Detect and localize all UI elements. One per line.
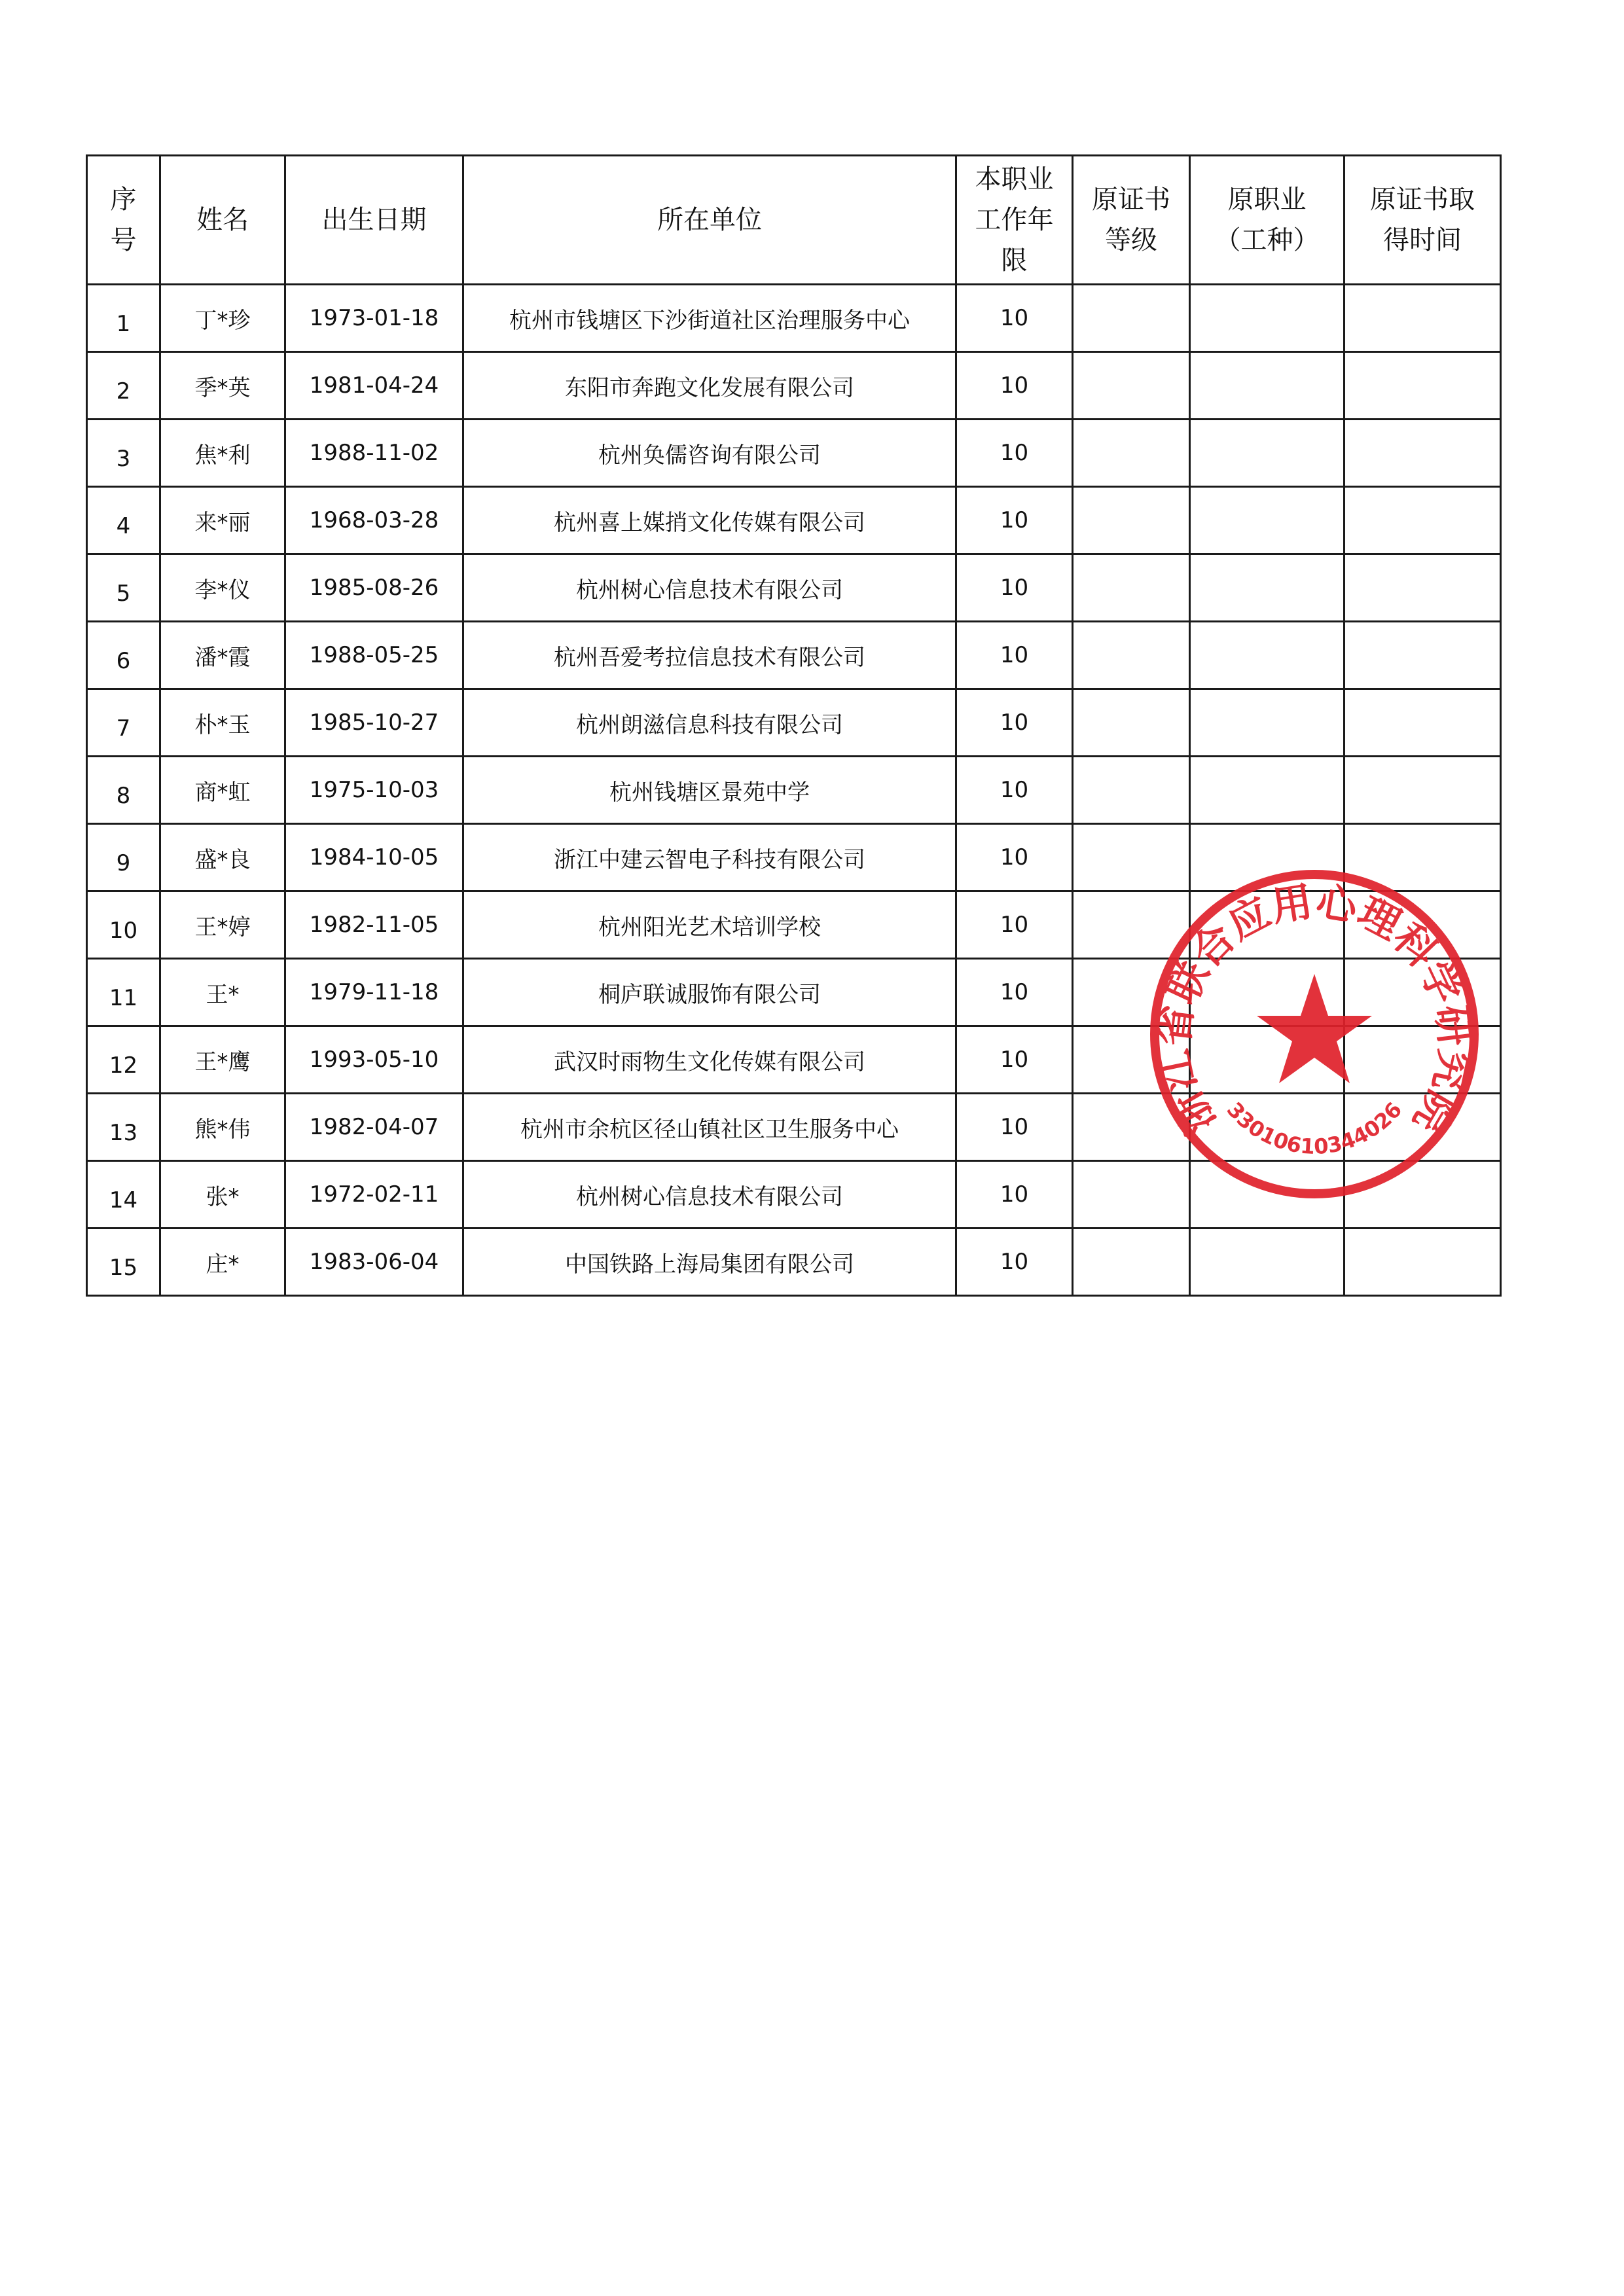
table-row bbox=[87, 757, 1501, 824]
cell-name: 张* bbox=[160, 1161, 285, 1229]
cell-unit: 杭州喜上媒捎文化传媒有限公司 bbox=[463, 487, 956, 554]
cell-work-years: 10 bbox=[956, 420, 1073, 487]
cell-cert-level bbox=[1073, 689, 1190, 757]
cell-name: 熊*伟 bbox=[160, 1094, 285, 1161]
header-line: 原证书 bbox=[1092, 185, 1170, 215]
cell-cert-date bbox=[1344, 352, 1501, 420]
cell-cert-level bbox=[1073, 622, 1190, 689]
cell-birth-date: 1982-11-05 bbox=[285, 891, 463, 959]
cell-work-years: 10 bbox=[956, 1161, 1073, 1229]
cell-cert-date bbox=[1344, 487, 1501, 554]
header-line: 工作年 bbox=[975, 205, 1054, 235]
header-cert-date bbox=[1344, 156, 1501, 285]
cell-work-years: 10 bbox=[956, 1094, 1073, 1161]
cell-cert-date bbox=[1344, 689, 1501, 757]
header-line: 姓名 bbox=[196, 205, 249, 235]
table-row bbox=[87, 622, 1501, 689]
table-row bbox=[87, 352, 1501, 420]
cell-work-years: 10 bbox=[956, 285, 1073, 352]
cell-birth-date: 1972-02-11 bbox=[285, 1161, 463, 1229]
cell-name: 李*仪 bbox=[160, 554, 285, 622]
cell-unit: 杭州树心信息技术有限公司 bbox=[463, 1161, 956, 1229]
header-unit bbox=[463, 156, 956, 285]
cell-birth-date: 1993-05-10 bbox=[285, 1026, 463, 1094]
cell-unit: 杭州市钱塘区下沙街道社区治理服务中心 bbox=[463, 285, 956, 352]
cell-seq: 2 bbox=[87, 352, 160, 420]
cell-name: 王*婷 bbox=[160, 891, 285, 959]
header-line: 序 bbox=[110, 185, 137, 215]
seal-code: 33010610344026 bbox=[1221, 1097, 1407, 1160]
header-seq bbox=[87, 156, 160, 285]
header-work-years bbox=[956, 156, 1073, 285]
cell-name: 盛*良 bbox=[160, 824, 285, 891]
header-line: （工种） bbox=[1214, 225, 1320, 255]
cell-seq: 11 bbox=[87, 959, 160, 1026]
header-line: 等级 bbox=[1105, 225, 1157, 255]
header-original-job bbox=[1190, 156, 1344, 285]
cell-work-years: 10 bbox=[956, 1229, 1073, 1296]
cell-cert-level bbox=[1073, 487, 1190, 554]
cell-birth-date: 1979-11-18 bbox=[285, 959, 463, 1026]
cell-seq: 4 bbox=[87, 487, 160, 554]
cell-birth-date: 1988-11-02 bbox=[285, 420, 463, 487]
header-line: 原职业 bbox=[1227, 185, 1307, 215]
cell-work-years: 10 bbox=[956, 487, 1073, 554]
cell-name: 季*英 bbox=[160, 352, 285, 420]
seal-star-icon bbox=[1257, 974, 1372, 1083]
cell-unit: 杭州市余杭区径山镇社区卫生服务中心 bbox=[463, 1094, 956, 1161]
cell-unit: 中国铁路上海局集团有限公司 bbox=[463, 1229, 956, 1296]
cell-name: 丁*珍 bbox=[160, 285, 285, 352]
cell-seq: 9 bbox=[87, 824, 160, 891]
cell-original-job bbox=[1190, 554, 1344, 622]
header-row bbox=[87, 156, 1501, 285]
header-line: 限 bbox=[1001, 245, 1028, 276]
cell-unit: 杭州阳光艺术培训学校 bbox=[463, 891, 956, 959]
cell-birth-date: 1968-03-28 bbox=[285, 487, 463, 554]
cell-cert-date bbox=[1344, 554, 1501, 622]
cell-seq: 8 bbox=[87, 757, 160, 824]
header-line: 号 bbox=[110, 225, 137, 255]
cell-seq: 13 bbox=[87, 1094, 160, 1161]
cell-original-job bbox=[1190, 352, 1344, 420]
cell-seq: 14 bbox=[87, 1161, 160, 1229]
header-line: 得时间 bbox=[1383, 225, 1462, 255]
header-line: 原证书取 bbox=[1370, 185, 1475, 215]
table-row bbox=[87, 487, 1501, 554]
official-seal bbox=[1144, 864, 1485, 1204]
cell-birth-date: 1988-05-25 bbox=[285, 622, 463, 689]
header-name bbox=[160, 156, 285, 285]
cell-birth-date: 1982-04-07 bbox=[285, 1094, 463, 1161]
table-row bbox=[87, 285, 1501, 352]
cell-cert-date bbox=[1344, 420, 1501, 487]
cell-unit: 杭州朗滋信息科技有限公司 bbox=[463, 689, 956, 757]
cell-birth-date: 1985-08-26 bbox=[285, 554, 463, 622]
cell-unit: 杭州吾爱考拉信息技术有限公司 bbox=[463, 622, 956, 689]
cell-birth-date: 1981-04-24 bbox=[285, 352, 463, 420]
header-line: 所在单位 bbox=[657, 205, 762, 235]
cell-seq: 10 bbox=[87, 891, 160, 959]
cell-name: 朴*玉 bbox=[160, 689, 285, 757]
cell-work-years: 10 bbox=[956, 554, 1073, 622]
cell-cert-date bbox=[1344, 285, 1501, 352]
cell-seq: 3 bbox=[87, 420, 160, 487]
cell-cert-level bbox=[1073, 554, 1190, 622]
cell-work-years: 10 bbox=[956, 1026, 1073, 1094]
table-row bbox=[87, 689, 1501, 757]
header-cert-level bbox=[1073, 156, 1190, 285]
table-row bbox=[87, 1229, 1501, 1296]
cell-name: 王* bbox=[160, 959, 285, 1026]
cell-cert-level bbox=[1073, 420, 1190, 487]
cell-original-job bbox=[1190, 420, 1344, 487]
cell-unit: 桐庐联诚服饰有限公司 bbox=[463, 959, 956, 1026]
cell-birth-date: 1983-06-04 bbox=[285, 1229, 463, 1296]
cell-seq: 15 bbox=[87, 1229, 160, 1296]
cell-cert-level bbox=[1073, 1229, 1190, 1296]
cell-work-years: 10 bbox=[956, 622, 1073, 689]
table-row bbox=[87, 420, 1501, 487]
cell-unit: 东阳市奔跑文化发展有限公司 bbox=[463, 352, 956, 420]
cell-work-years: 10 bbox=[956, 959, 1073, 1026]
cell-unit: 浙江中建云智电子科技有限公司 bbox=[463, 824, 956, 891]
cell-work-years: 10 bbox=[956, 757, 1073, 824]
cell-cert-date bbox=[1344, 622, 1501, 689]
cell-cert-date bbox=[1344, 1229, 1501, 1296]
cell-original-job bbox=[1190, 689, 1344, 757]
cell-unit: 武汉时雨物生文化传媒有限公司 bbox=[463, 1026, 956, 1094]
cell-cert-level bbox=[1073, 352, 1190, 420]
cell-name: 王*鹰 bbox=[160, 1026, 285, 1094]
cell-name: 庄* bbox=[160, 1229, 285, 1296]
cell-birth-date: 1973-01-18 bbox=[285, 285, 463, 352]
cell-work-years: 10 bbox=[956, 891, 1073, 959]
cell-cert-level bbox=[1073, 285, 1190, 352]
cell-original-job bbox=[1190, 757, 1344, 824]
cell-name: 焦*利 bbox=[160, 420, 285, 487]
cell-cert-date bbox=[1344, 757, 1501, 824]
cell-birth-date: 1975-10-03 bbox=[285, 757, 463, 824]
cell-original-job bbox=[1190, 487, 1344, 554]
cell-original-job bbox=[1190, 1229, 1344, 1296]
cell-unit: 杭州树心信息技术有限公司 bbox=[463, 554, 956, 622]
cell-work-years: 10 bbox=[956, 824, 1073, 891]
cell-name: 来*丽 bbox=[160, 487, 285, 554]
cell-cert-level bbox=[1073, 757, 1190, 824]
cell-seq: 12 bbox=[87, 1026, 160, 1094]
cell-birth-date: 1984-10-05 bbox=[285, 824, 463, 891]
cell-unit: 杭州奂儒咨询有限公司 bbox=[463, 420, 956, 487]
cell-birth-date: 1985-10-27 bbox=[285, 689, 463, 757]
seal-org-name: 浙江省联合应用心理科学研究院 bbox=[1149, 877, 1479, 1142]
header-birth-date bbox=[285, 156, 463, 285]
cell-unit: 杭州钱塘区景苑中学 bbox=[463, 757, 956, 824]
cell-name: 商*虹 bbox=[160, 757, 285, 824]
table-row bbox=[87, 554, 1501, 622]
cell-original-job bbox=[1190, 285, 1344, 352]
cell-seq: 7 bbox=[87, 689, 160, 757]
cell-name: 潘*霞 bbox=[160, 622, 285, 689]
header-line: 本职业 bbox=[975, 164, 1054, 194]
cell-seq: 6 bbox=[87, 622, 160, 689]
cell-work-years: 10 bbox=[956, 689, 1073, 757]
cell-seq: 5 bbox=[87, 554, 160, 622]
cell-original-job bbox=[1190, 622, 1344, 689]
cell-work-years: 10 bbox=[956, 352, 1073, 420]
cell-seq: 1 bbox=[87, 285, 160, 352]
header-line: 出生日期 bbox=[321, 205, 427, 235]
